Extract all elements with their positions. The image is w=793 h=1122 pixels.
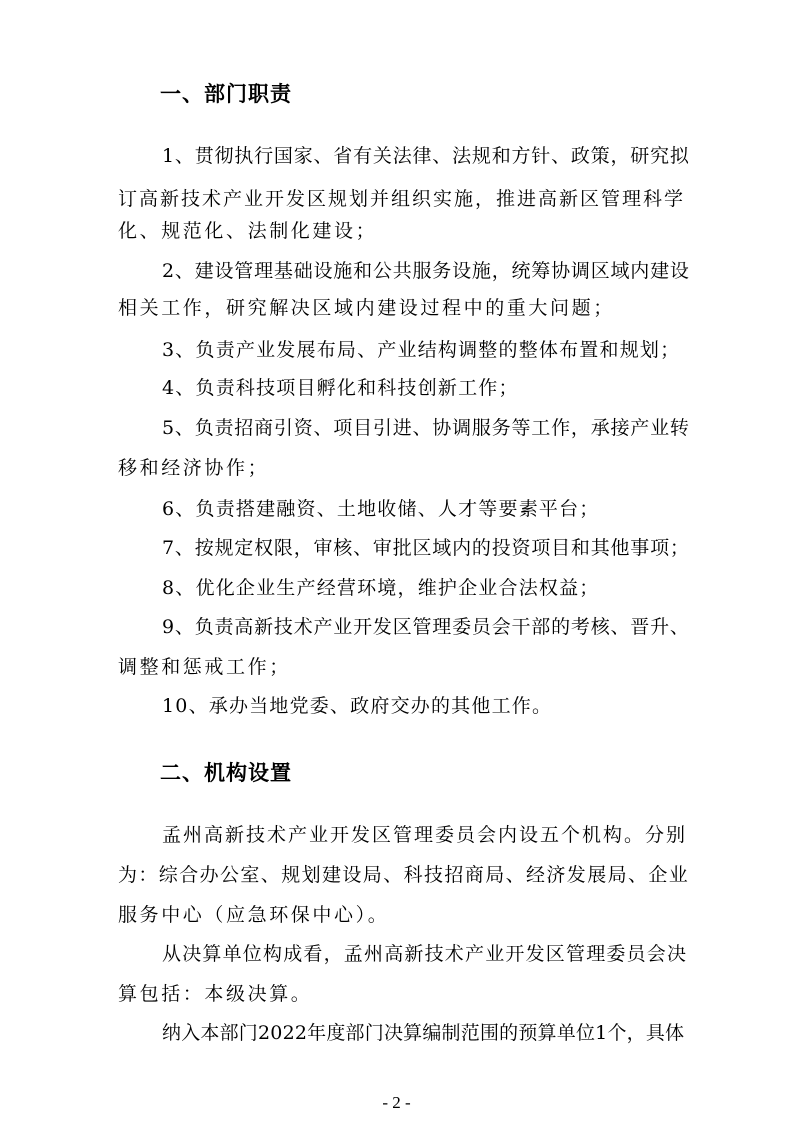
paragraph-line: 算包括：本级决算。 [118, 983, 313, 1005]
paragraph-line: 调整和惩戒工作； [118, 656, 291, 678]
paragraph-line: 从决算单位构成看，孟州高新技术产业开发区管理委员会决 [162, 943, 688, 965]
paragraph-line: 6、负责搭建融资、土地收储、人才等要素平台； [162, 498, 600, 520]
paragraph-line: 1、贯彻执行国家、省有关法律、法规和方针、政策，研究拟 [162, 145, 690, 167]
paragraph-line: 服务中心（应急环保中心）。 [118, 904, 390, 926]
paragraph-line: 2、建设管理基础设施和公共服务设施，统筹协调区域内建设 [162, 260, 690, 282]
paragraph-line: 4、负责科技项目孵化和科技创新工作； [162, 377, 519, 399]
paragraph-line: 化、规范化、法制化建设； [118, 220, 378, 242]
paragraph-line: 7、按规定权限，审核、审批区域内的投资项目和其他事项； [162, 537, 690, 559]
paragraph-line: 10、承办当地党委、政府交办的其他工作。 [162, 695, 553, 717]
paragraph-line: 相关工作，研究解决区域内建设过程中的重大问题； [118, 297, 615, 319]
section-heading-organization: 二、机构设置 [160, 761, 292, 785]
paragraph-line: 订高新技术产业开发区规划并组织实施，推进高新区管理科学 [118, 188, 686, 210]
section-heading-duties: 一、部门职责 [160, 82, 292, 106]
paragraph-line: 纳入本部门2022年度部门决算编制范围的预算单位1个，具体 [162, 1022, 685, 1044]
paragraph-line: 3、负责产业发展布局、产业结构调整的整体布置和规划； [162, 339, 681, 361]
paragraph-line: 9、负责高新技术产业开发区管理委员会干部的考核、晋升、 [162, 616, 690, 638]
paragraph-line: 5、负责招商引资、项目引进、协调服务等工作，承接产业转 [162, 417, 690, 439]
paragraph-line: 孟州高新技术产业开发区管理委员会内设五个机构。分别 [162, 824, 688, 846]
paragraph-line: 为：综合办公室、规划建设局、科技招商局、经济发展局、企业 [118, 864, 690, 886]
page-number: - 2 - [382, 1093, 411, 1112]
paragraph-line: 移和经济协作； [118, 457, 270, 479]
paragraph-line: 8、优化企业生产经营环境，维护企业合法权益； [162, 577, 600, 599]
